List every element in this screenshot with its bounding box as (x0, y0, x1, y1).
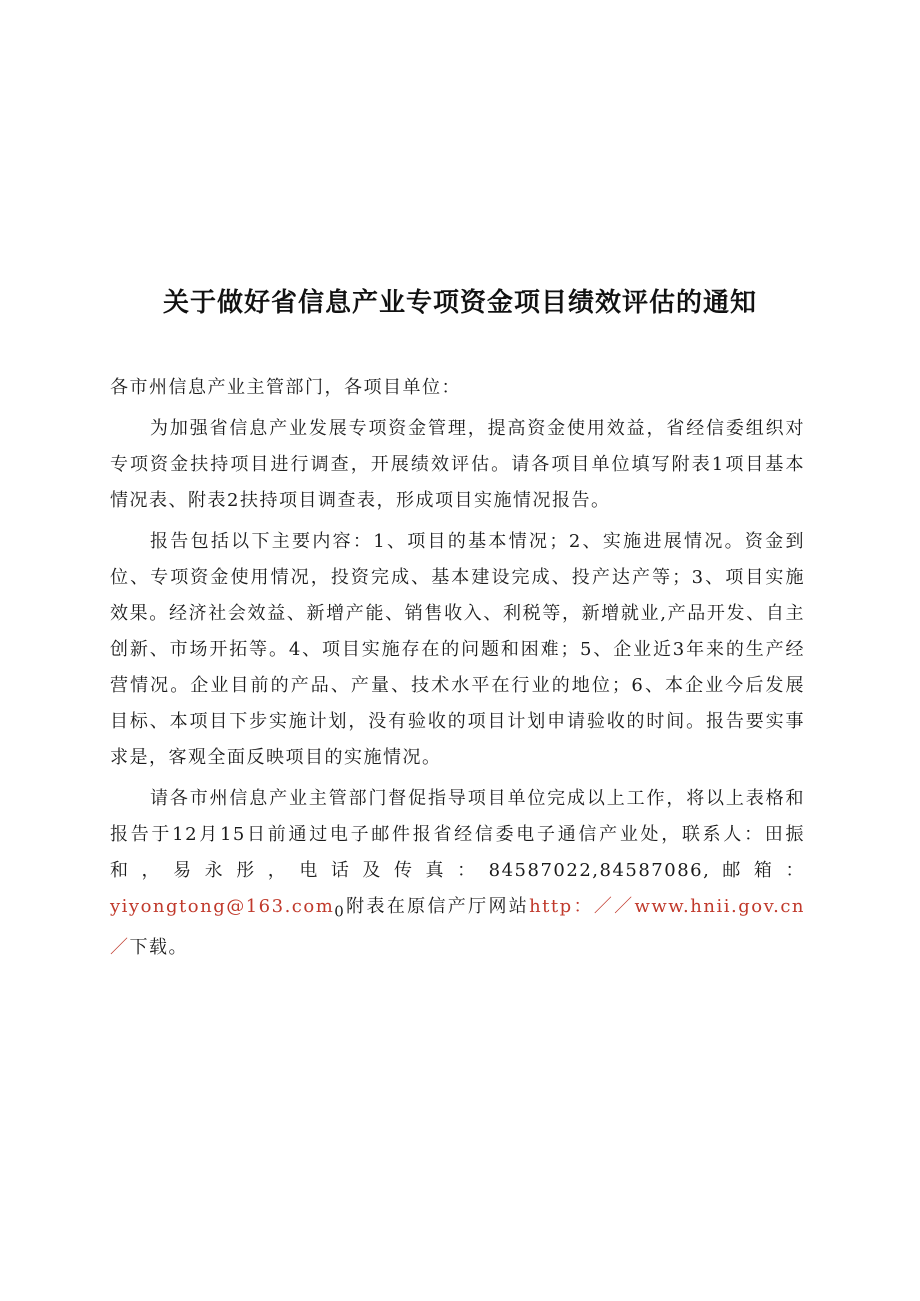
document-body (110, 370, 805, 971)
submission-text: 请各市州信息产业主管部门督促指导项目单位完成以上工作，将以上表格和报告于12月15日前通过电子邮件报省经信委电子通信产业处，联系人：田振和，易永彤，电话及传真：84587022,84587086,邮箱： (110, 788, 805, 881)
website-link[interactable]: http：／／www.hnii.gov.cn／ (110, 896, 805, 958)
salutation: 各市州信息产业主管部门，各项目单位： (110, 377, 461, 398)
download-text: 下载。 (129, 936, 188, 958)
email-link[interactable]: yiyongtong@163.com (110, 896, 335, 917)
paragraph-purpose: 为加强省信息产业发展专项资金管理，提高资金使用效益，省经信委组织对专项资金扶持项目进行调查，开展绩效评估。请各项目单位填写附表1项目基本情况表、附表2扶持项目调查表，形成项目实施情况报告。 (110, 418, 805, 511)
email-suffix: 0 (334, 902, 346, 921)
paragraph-submission (110, 781, 805, 966)
attachment-text: 附表在原信产厅网站 (345, 896, 530, 917)
document-title: 关于做好省信息产业专项资金项目绩效评估的通知 (162, 288, 757, 318)
paragraph-report-contents: 报告包括以下主要内容：1、项目的基本情况；2、实施进展情况。资金到位、专项资金使用情况，投资完成、基本建设完成、投产达产等；3、项目实施效果。经济社会效益、新增产能、销售收入、利税等，新增就业,产品开发、自主创新、市场开拓等。4、项目实施存在的问题和困难；5、企业近3年来的生产经营情况。企业目前的产品、产量、技术水平在行业的地位；6、本企业今后发展目标、本项目下步实施计划，没有验收的项目计划申请验收的时间。报告要实事求是，客观全面反映项目的实施情况。 (110, 531, 805, 768)
